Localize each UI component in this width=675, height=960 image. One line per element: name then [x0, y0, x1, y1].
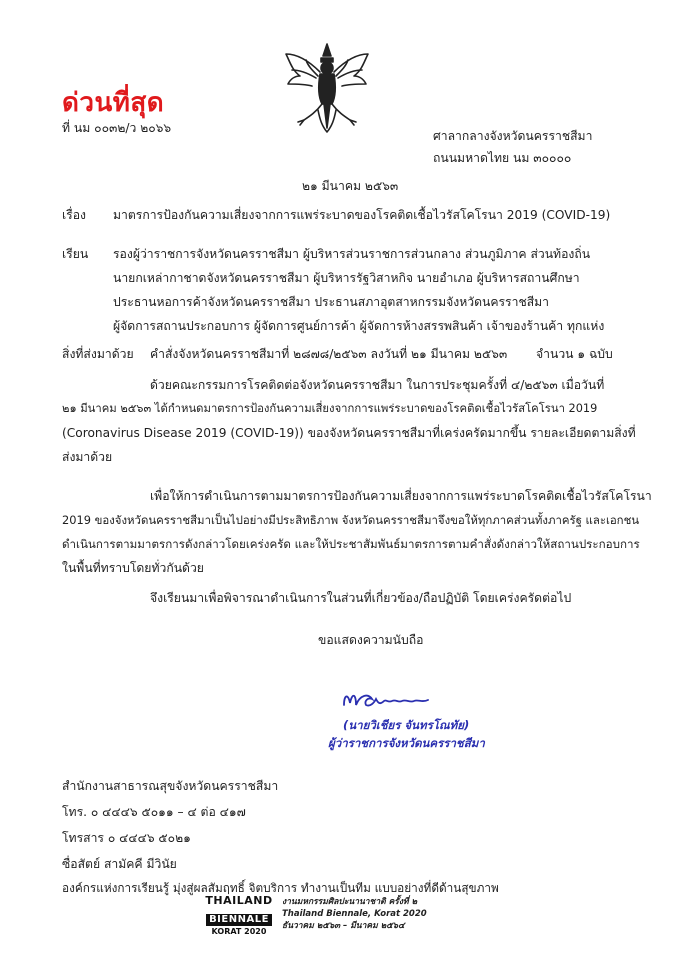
document-date: ๒๑ มีนาคม ๒๕๖๓ — [302, 179, 399, 193]
recipient-line: นายกเหล่ากาชาดจังหวัดนครราชสีมา ผู้บริหารรัฐวิสาหกิจ นายอำเภอ ผู้บริหารสถานศึกษา — [113, 271, 580, 285]
subject-text: มาตรการป้องกันความเสี่ยงจากการแพร่ระบาดของโรคติดเชื้อไวรัสโคโรนา 2019 (COVID-19) — [113, 208, 611, 222]
enclosure-count: จำนวน ๑ ฉบับ — [536, 347, 613, 361]
recipient-line: รองผู้ว่าราชการจังหวัดนครราชสีมา ผู้บริหารส่วนราชการส่วนกลาง ส่วนภูมิภาค ส่วนท้องถิ่น — [113, 247, 591, 261]
biennale-text-line3: ธันวาคม ๒๕๖๓ – มีนาคม ๒๕๖๔ — [282, 921, 405, 931]
body-para1-line: ๒๑ มีนาคม ๒๕๖๓ ได้กำหนดมาตรการป้องกันความเสี่ยงจากการแพร่ระบาดของโรคติดเชื้อไวรัสโคโรนา 2019 — [62, 402, 598, 415]
signer-name: (นายวิเชียร จันทรโณทัย) — [343, 718, 470, 732]
recipient-line: ผู้จัดการสถานประกอบการ ผู้จัดการศูนย์การค้า ผู้จัดการห้างสรรพสินค้า เจ้าของร้านค้า ทุกแห่ง — [113, 319, 605, 333]
office-address-line1: ศาลากลางจังหวัดนครราชสีมา — [433, 129, 593, 143]
body-para2-line: ดำเนินการตามมาตรการดังกล่าวโดยเคร่งครัด และให้ประชาสัมพันธ์มาตรการตามคำสั่งดังกล่าวให้สถานประกอบการ — [62, 537, 640, 551]
body-para1-line: ส่งมาด้วย — [62, 450, 113, 464]
office-address-line2: ถนนมหาดไทย นม ๓๐๐๐๐ — [433, 151, 572, 165]
logo-line1: THAILAND — [205, 894, 273, 907]
document-number: ที่ นม ๐๐๓๒/ว ๒๐๖๖ — [62, 121, 172, 135]
urgent-label: ด่วนที่สุด — [62, 88, 165, 118]
body-para1-line: (Coronavirus Disease 2019 (COVID-19)) ของจังหวัดนครราชสีมาที่เคร่งครัดมากขึ้น รายละเอียดตามสิ่งที่ — [62, 426, 636, 440]
body-para2-line: ในพื้นที่ทราบโดยทั่วกันด้วย — [62, 561, 204, 575]
body-para2-line: 2019 ของจังหวัดนครราชสีมาเป็นไปอย่างมีประสิทธิภาพ จังหวัดนครราชสีมาจึงขอให้ทุกภาคส่วนทั้งภาครัฐ และเอกชน — [62, 513, 640, 527]
biennale-event-text — [282, 896, 427, 932]
biennale-text-line1: งานมหกรรมศิลปะนานาชาติ ครั้งที่ ๒ — [282, 897, 418, 907]
footer-fax: โทรสาร ๐ ๔๔๔๖ ๕๐๒๑ — [62, 831, 191, 845]
logo-line3: KORAT 2020 — [211, 927, 267, 936]
enclosure-label: สิ่งที่ส่งมาด้วย — [62, 347, 134, 361]
handwritten-signature — [338, 689, 434, 711]
body-para1-line: ด้วยคณะกรรมการโรคติดต่อจังหวัดนครราชสีมา ในการประชุมครั้งที่ ๔/๒๕๖๓ เมื่อวันที่ — [150, 378, 605, 392]
subject-label: เรื่อง — [62, 208, 86, 222]
signer-title: ผู้ว่าราชการจังหวัดนครราชสีมา — [328, 736, 485, 750]
body-para3: จึงเรียนมาเพื่อพิจารณาดำเนินการในส่วนที่เกี่ยวข้อง/ถือปฏิบัติ โดยเคร่งครัดต่อไป — [150, 591, 572, 605]
body-para2-line: เพื่อให้การดำเนินการตามมาตรการป้องกันความเสี่ยงจากการแพร่ระบาดโรคติดเชื้อไวรัสโคโรนา — [150, 489, 652, 503]
recipient-label: เรียน — [62, 247, 89, 261]
garuda-emblem-icon — [282, 40, 372, 136]
thailand-biennale-logo — [203, 895, 275, 937]
recipient-line: ประธานหอการค้าจังหวัดนครราชสีมา ประธานสภาอุตสาหกรรมจังหวัดนครราชสีมา — [113, 295, 550, 309]
footer-department: สำนักงานสาธารณสุขจังหวัดนครราชสีมา — [62, 779, 279, 793]
footer-phone: โทร. ๐ ๔๔๔๖ ๕๐๑๑ – ๔ ต่อ ๔๑๗ — [62, 805, 246, 819]
closing-regards: ขอแสดงความนับถือ — [318, 633, 424, 647]
enclosure-text: คำสั่งจังหวัดนครราชสีมาที่ ๒๘๗๘/๒๕๖๓ ลงวันที่ ๒๑ มีนาคม ๒๕๖๓ — [150, 347, 508, 361]
footer-values: ซื่อสัตย์ สามัคคี มีวินัย — [62, 857, 177, 871]
footer-vision: องค์กรแห่งการเรียนรู้ มุ่งสู่ผลสัมฤทธิ์ จิตบริการ ทำงานเป็นทีม แบบอย่างที่ดีด้านสุขภาพ — [62, 881, 499, 895]
logo-line2: BIENNALE — [206, 914, 272, 926]
biennale-text-line2: Thailand Biennale, Korat 2020 — [282, 909, 427, 919]
